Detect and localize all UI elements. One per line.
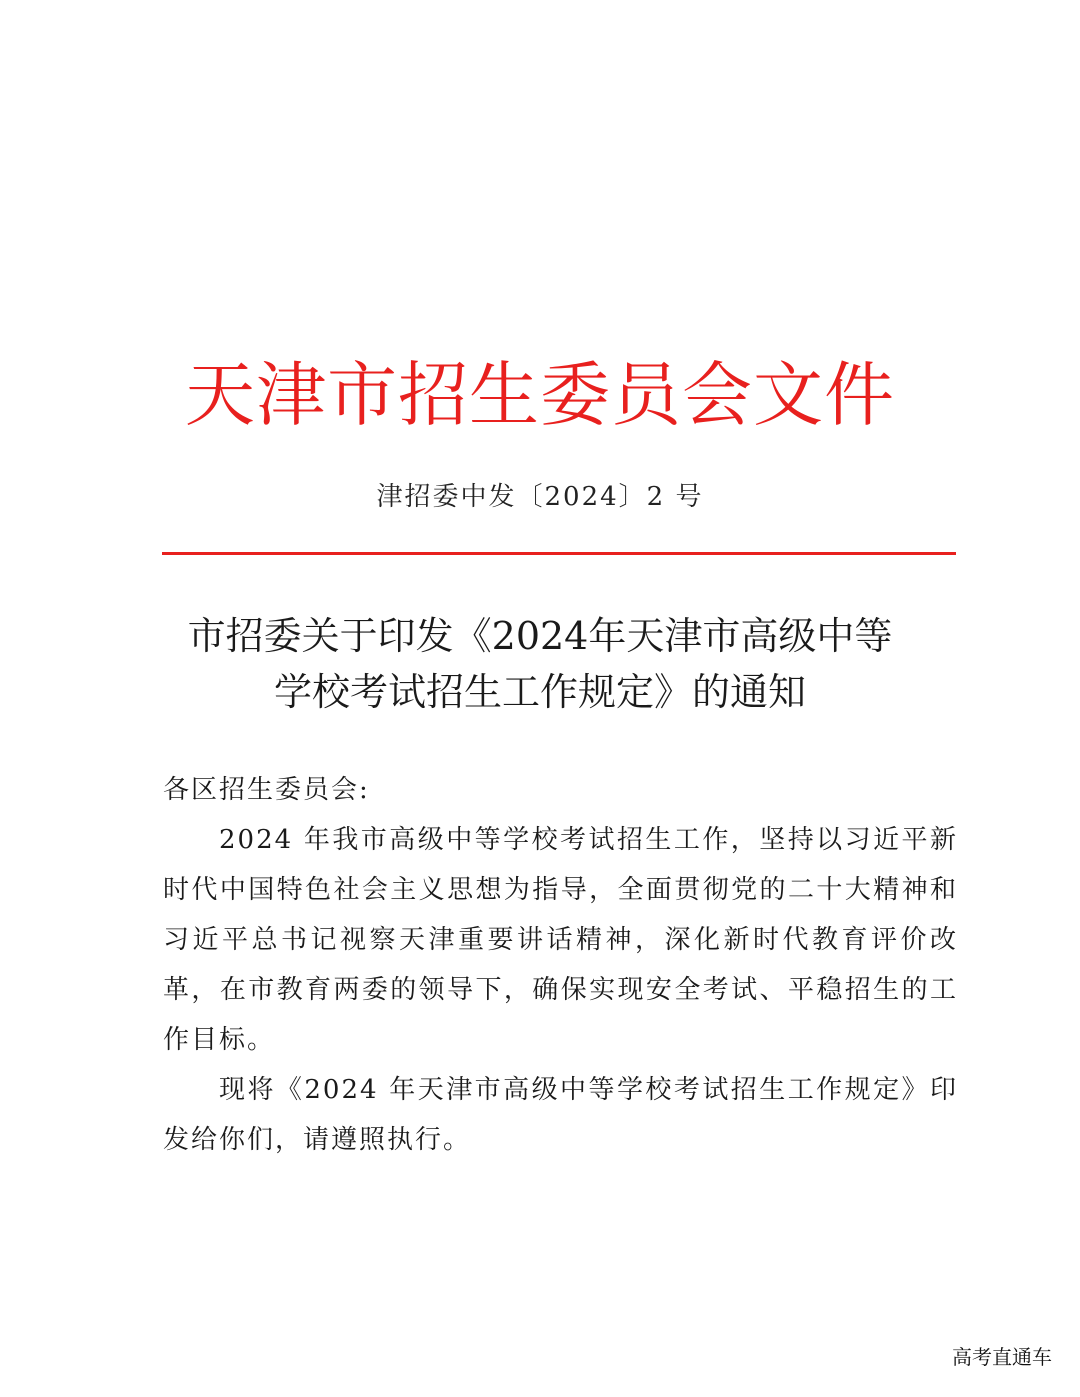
document-number: 津招委中发〔2024〕2 号 [376, 482, 704, 512]
red-divider [162, 552, 956, 555]
notice-title-line-2: 学校考试招生工作规定》的通知 [273, 670, 806, 714]
salutation: 各区招生委员会: [163, 775, 370, 805]
document-masthead: 天津市招生委员会文件 [185, 354, 895, 436]
body-paragraph-2: 现将《2024 年天津市高级中等学校考试招生工作规定》印发给你们，请遵照执行。 [163, 1075, 958, 1155]
source-watermark: 高考直通车 [952, 1345, 1052, 1369]
body-paragraph-1: 2024 年我市高级中等学校考试招生工作，坚持以习近平新时代中国特色社会主义思想为指导，全面贯彻党的二十大精神和习近平总书记视察天津重要讲话精神，深化新时代教育评价改革，在市教育两委的领导下，确保实现安全考试、平稳招生的工作目标。 [163, 825, 958, 1055]
notice-title [0, 608, 1080, 720]
notice-body [163, 765, 958, 1165]
notice-title-line-1: 市招委关于印发《2024年天津市高级中等 [187, 614, 893, 658]
